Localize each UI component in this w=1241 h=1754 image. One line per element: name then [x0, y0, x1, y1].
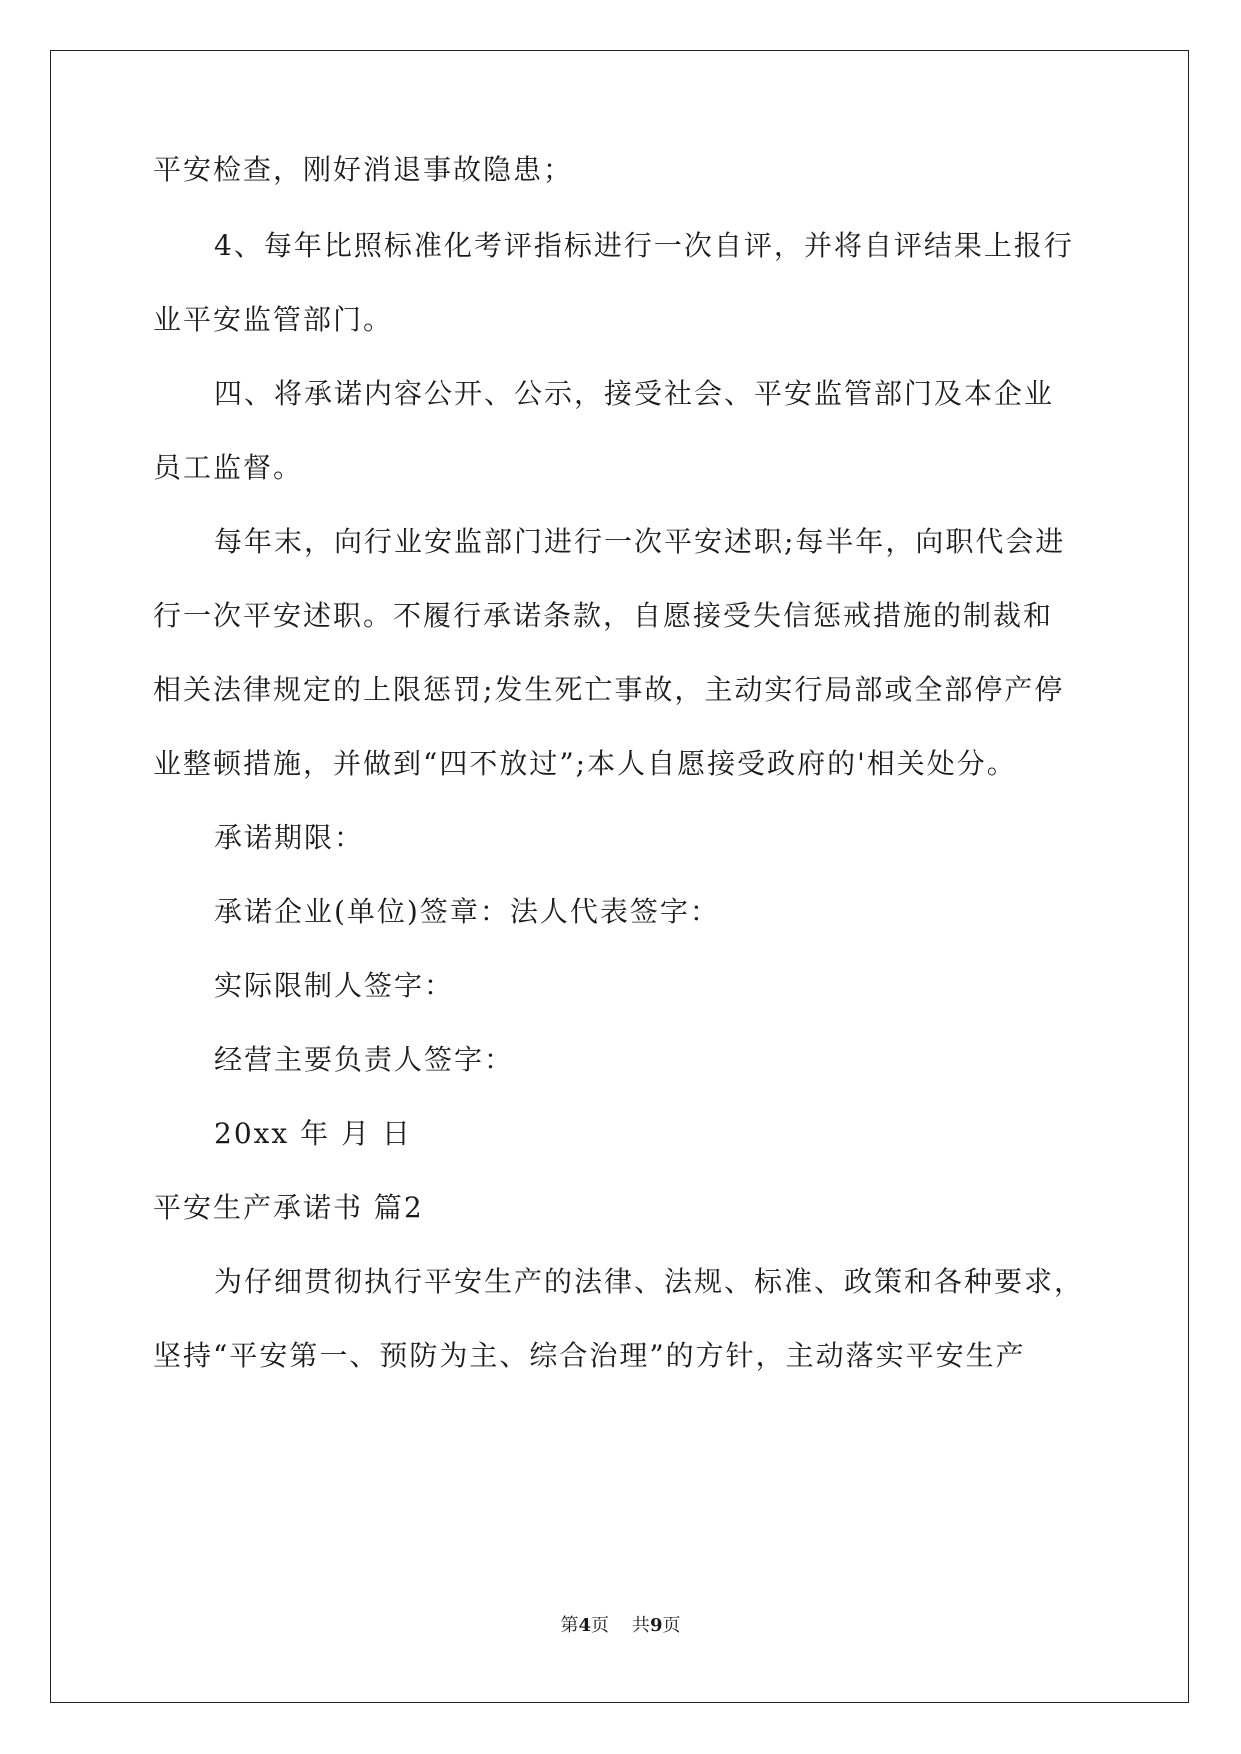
text-line: 行一次平安述职。不履行承诺条款，自愿接受失信惩戒措施的制裁和 — [153, 599, 1054, 632]
page-border — [50, 50, 1189, 1703]
footer-prefix: 第 — [560, 1615, 579, 1636]
text-line: 经营主要负责人签字： — [214, 1043, 515, 1076]
text-line: 4、每年比照标准化考评指标进行一次自评，并将自评结果上报行 — [214, 229, 1074, 262]
text-line: 承诺期限： — [214, 821, 365, 854]
current-page-number: 4 — [578, 1615, 592, 1636]
footer-mid: 页 共 — [591, 1615, 650, 1636]
text-line: 为仔细贯彻执行平安生产的法律、法规、标准、政策和各种要求， — [214, 1265, 1085, 1298]
total-pages-number: 9 — [649, 1615, 663, 1636]
page-footer — [0, 1614, 1241, 1638]
section-heading: 平安生产承诺书 篇2 — [153, 1191, 424, 1224]
date-line: 20xx 年 月 日 — [214, 1117, 412, 1150]
text-line: 每年末，向行业安监部门进行一次平安述职;每半年，向职代会进 — [214, 525, 1066, 558]
text-line: 业平安监管部门。 — [153, 303, 394, 336]
text-line: 四、将承诺内容公开、公示，接受社会、平安监管部门及本企业 — [214, 377, 1055, 410]
text-line: 平安检查，刚好消退事故隐患； — [153, 153, 574, 186]
text-line: 承诺企业(单位)签章：法人代表签字： — [214, 895, 720, 928]
text-line: 相关法律规定的上限惩罚;发生死亡事故，主动实行局部或全部停产停 — [153, 673, 1065, 706]
text-line: 员工监督。 — [153, 451, 304, 484]
footer-suffix: 页 — [662, 1615, 681, 1636]
text-line: 坚持“平安第一、预防为主、综合治理”的方针，主动落实平安生产 — [153, 1339, 1026, 1372]
text-line: 实际限制人签字： — [214, 969, 455, 1002]
text-line: 业整顿措施，并做到“四不放过”;本人自愿接受政府的'相关处分。 — [153, 747, 1017, 780]
